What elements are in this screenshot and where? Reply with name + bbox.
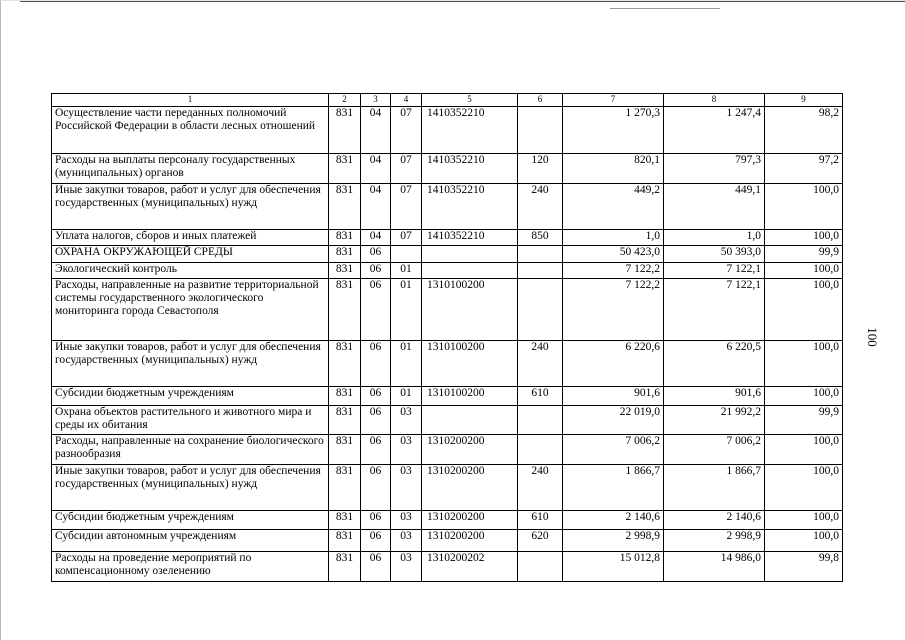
section-code-cell: 04 — [361, 154, 391, 184]
table-body — [52, 94, 843, 582]
target-article-code-cell: 1310100200 — [422, 279, 518, 341]
executed-amount-cell: 2 998,9 — [664, 530, 765, 552]
item-name-cell: Охрана объектов растительного и животного мира и среды их обитания — [52, 406, 329, 435]
subsection-code-cell: 01 — [391, 341, 422, 387]
ministry-code-cell: 831 — [329, 246, 361, 263]
ministry-code-cell: 831 — [329, 406, 361, 435]
ministry-code-cell: 831 — [329, 387, 361, 406]
executed-amount-cell: 50 393,0 — [664, 246, 765, 263]
ministry-code-cell: 831 — [329, 154, 361, 184]
ministry-code-cell: 831 — [329, 279, 361, 341]
target-article-code-cell — [422, 246, 518, 263]
top-rule — [20, 1, 905, 2]
ministry-code-cell: 831 — [329, 511, 361, 530]
planned-amount-cell: 2 140,6 — [563, 511, 664, 530]
subsection-code-cell: 07 — [391, 230, 422, 246]
item-name-cell: Субсидии бюджетным учреждениям — [52, 511, 329, 530]
header-cell-1: 1 — [52, 94, 329, 107]
percent-executed-cell: 100,0 — [765, 184, 843, 230]
ministry-code-cell: 831 — [329, 435, 361, 465]
table-row — [52, 387, 843, 406]
item-name-cell: Расходы, направленные на развитие территориальной системы государственного экологического мониторинга города Севастополя — [52, 279, 329, 341]
target-article-code-cell: 1410352210 — [422, 154, 518, 184]
planned-amount-cell: 1,0 — [563, 230, 664, 246]
ministry-code-cell: 831 — [329, 184, 361, 230]
executed-amount-cell: 901,6 — [664, 387, 765, 406]
table-row — [52, 246, 843, 263]
item-name-cell: Расходы на проведение мероприятий по компенсационному озеленению — [52, 552, 329, 582]
planned-amount-cell: 2 998,9 — [563, 530, 664, 552]
executed-amount-cell: 1,0 — [664, 230, 765, 246]
expense-type-code-cell: 610 — [518, 387, 563, 406]
table-row — [52, 107, 843, 154]
percent-executed-cell: 100,0 — [765, 511, 843, 530]
expense-type-code-cell — [518, 406, 563, 435]
table-row — [52, 154, 843, 184]
ministry-code-cell: 831 — [329, 552, 361, 582]
target-article-code-cell: 1410352210 — [422, 184, 518, 230]
header-cell-9: 9 — [765, 94, 843, 107]
percent-executed-cell: 100,0 — [765, 263, 843, 279]
ministry-code-cell: 831 — [329, 341, 361, 387]
subsection-code-cell: 01 — [391, 263, 422, 279]
planned-amount-cell: 6 220,6 — [563, 341, 664, 387]
expense-type-code-cell: 120 — [518, 154, 563, 184]
target-article-code-cell: 1310100200 — [422, 341, 518, 387]
header-cell-2: 2 — [329, 94, 361, 107]
table-row — [52, 511, 843, 530]
executed-amount-cell: 1 866,7 — [664, 465, 765, 511]
table-row — [52, 552, 843, 582]
planned-amount-cell: 820,1 — [563, 154, 664, 184]
section-code-cell: 04 — [361, 230, 391, 246]
table-row — [52, 263, 843, 279]
section-code-cell: 06 — [361, 530, 391, 552]
section-code-cell: 06 — [361, 406, 391, 435]
executed-amount-cell: 797,3 — [664, 154, 765, 184]
target-article-code-cell — [422, 406, 518, 435]
expense-type-code-cell — [518, 552, 563, 582]
subsection-code-cell: 01 — [391, 279, 422, 341]
section-code-cell: 06 — [361, 279, 391, 341]
target-article-code-cell: 1410352210 — [422, 230, 518, 246]
item-name-cell: Расходы, направленные на сохранение биологического разнообразия — [52, 435, 329, 465]
expense-type-code-cell — [518, 107, 563, 154]
executed-amount-cell: 7 122,1 — [664, 279, 765, 341]
executed-amount-cell: 14 986,0 — [664, 552, 765, 582]
executed-amount-cell: 2 140,6 — [664, 511, 765, 530]
item-name-cell: Осуществление части переданных полномочий Российской Федерации в области лесных отношений — [52, 107, 329, 154]
ministry-code-cell: 831 — [329, 107, 361, 154]
item-name-cell: Иные закупки товаров, работ и услуг для обеспечения государственных (муниципальных) нужд — [52, 465, 329, 511]
section-code-cell: 06 — [361, 511, 391, 530]
subsection-code-cell: 03 — [391, 511, 422, 530]
planned-amount-cell: 1 866,7 — [563, 465, 664, 511]
subsection-code-cell: 03 — [391, 406, 422, 435]
expense-type-code-cell: 620 — [518, 530, 563, 552]
percent-executed-cell: 99,8 — [765, 552, 843, 582]
subsection-code-cell: 07 — [391, 154, 422, 184]
percent-executed-cell: 99,9 — [765, 246, 843, 263]
executed-amount-cell: 7 122,1 — [664, 263, 765, 279]
planned-amount-cell: 449,2 — [563, 184, 664, 230]
target-article-code-cell: 1310200202 — [422, 552, 518, 582]
item-name-cell: Субсидии бюджетным учреждениям — [52, 387, 329, 406]
target-article-code-cell: 1310200200 — [422, 435, 518, 465]
planned-amount-cell: 50 423,0 — [563, 246, 664, 263]
ministry-code-cell: 831 — [329, 530, 361, 552]
header-cell-7: 7 — [563, 94, 664, 107]
item-name-cell: Иные закупки товаров, работ и услуг для обеспечения государственных (муниципальных) нужд — [52, 184, 329, 230]
section-code-cell: 06 — [361, 435, 391, 465]
percent-executed-cell: 100,0 — [765, 387, 843, 406]
percent-executed-cell: 100,0 — [765, 530, 843, 552]
executed-amount-cell: 21 992,2 — [664, 406, 765, 435]
section-code-cell: 06 — [361, 246, 391, 263]
planned-amount-cell: 15 012,8 — [563, 552, 664, 582]
target-article-code-cell — [422, 263, 518, 279]
percent-executed-cell: 100,0 — [765, 465, 843, 511]
executed-amount-cell: 6 220,5 — [664, 341, 765, 387]
item-name-cell: ОХРАНА ОКРУЖАЮЩЕЙ СРЕДЫ — [52, 246, 329, 263]
target-article-code-cell: 1310100200 — [422, 387, 518, 406]
target-article-code-cell: 1410352210 — [422, 107, 518, 154]
target-article-code-cell: 1310200200 — [422, 511, 518, 530]
percent-executed-cell: 98,2 — [765, 107, 843, 154]
executed-amount-cell: 1 247,4 — [664, 107, 765, 154]
section-code-cell: 04 — [361, 184, 391, 230]
percent-executed-cell: 100,0 — [765, 435, 843, 465]
table-row — [52, 184, 843, 230]
expense-type-code-cell — [518, 279, 563, 341]
subsection-code-cell: 03 — [391, 435, 422, 465]
top-rule-short — [610, 8, 720, 9]
header-cell-6: 6 — [518, 94, 563, 107]
subsection-code-cell: 03 — [391, 552, 422, 582]
target-article-code-cell: 1310200200 — [422, 530, 518, 552]
expense-type-code-cell: 850 — [518, 230, 563, 246]
subsection-code-cell: 01 — [391, 387, 422, 406]
header-cell-3: 3 — [361, 94, 391, 107]
ministry-code-cell: 831 — [329, 263, 361, 279]
table-row — [52, 279, 843, 341]
planned-amount-cell: 901,6 — [563, 387, 664, 406]
planned-amount-cell: 7 122,2 — [563, 279, 664, 341]
expense-type-code-cell: 240 — [518, 465, 563, 511]
budget-table — [51, 93, 843, 582]
header-cell-8: 8 — [664, 94, 765, 107]
table-row — [52, 341, 843, 387]
executed-amount-cell: 7 006,2 — [664, 435, 765, 465]
percent-executed-cell: 99,9 — [765, 406, 843, 435]
planned-amount-cell: 1 270,3 — [563, 107, 664, 154]
section-code-cell: 06 — [361, 465, 391, 511]
section-code-cell: 06 — [361, 263, 391, 279]
ministry-code-cell: 831 — [329, 465, 361, 511]
header-cell-5: 5 — [422, 94, 518, 107]
percent-executed-cell: 97,2 — [765, 154, 843, 184]
expense-type-code-cell — [518, 435, 563, 465]
item-name-cell: Экологический контроль — [52, 263, 329, 279]
item-name-cell: Иные закупки товаров, работ и услуг для обеспечения государственных (муниципальных) нужд — [52, 341, 329, 387]
section-code-cell: 06 — [361, 552, 391, 582]
executed-amount-cell: 449,1 — [664, 184, 765, 230]
table-row — [52, 435, 843, 465]
expense-type-code-cell — [518, 263, 563, 279]
header-cell-4: 4 — [391, 94, 422, 107]
subsection-code-cell — [391, 246, 422, 263]
table-row — [52, 406, 843, 435]
planned-amount-cell: 7 006,2 — [563, 435, 664, 465]
item-name-cell: Расходы на выплаты персоналу государственных (муниципальных) органов — [52, 154, 329, 184]
table-row — [52, 230, 843, 246]
section-code-cell: 06 — [361, 387, 391, 406]
planned-amount-cell: 7 122,2 — [563, 263, 664, 279]
expense-type-code-cell: 610 — [518, 511, 563, 530]
item-name-cell: Субсидии автономным учреждениям — [52, 530, 329, 552]
section-code-cell: 04 — [361, 107, 391, 154]
ministry-code-cell: 831 — [329, 230, 361, 246]
header-row — [52, 94, 843, 107]
page-number: 100 — [864, 327, 880, 347]
subsection-code-cell: 07 — [391, 184, 422, 230]
percent-executed-cell: 100,0 — [765, 279, 843, 341]
subsection-code-cell: 03 — [391, 465, 422, 511]
table-row — [52, 465, 843, 511]
subsection-code-cell: 07 — [391, 107, 422, 154]
percent-executed-cell: 100,0 — [765, 230, 843, 246]
section-code-cell: 06 — [361, 341, 391, 387]
table-row — [52, 530, 843, 552]
expense-type-code-cell — [518, 246, 563, 263]
percent-executed-cell: 100,0 — [765, 341, 843, 387]
item-name-cell: Уплата налогов, сборов и иных платежей — [52, 230, 329, 246]
expense-type-code-cell: 240 — [518, 341, 563, 387]
subsection-code-cell: 03 — [391, 530, 422, 552]
planned-amount-cell: 22 019,0 — [563, 406, 664, 435]
target-article-code-cell: 1310200200 — [422, 465, 518, 511]
expense-type-code-cell: 240 — [518, 184, 563, 230]
